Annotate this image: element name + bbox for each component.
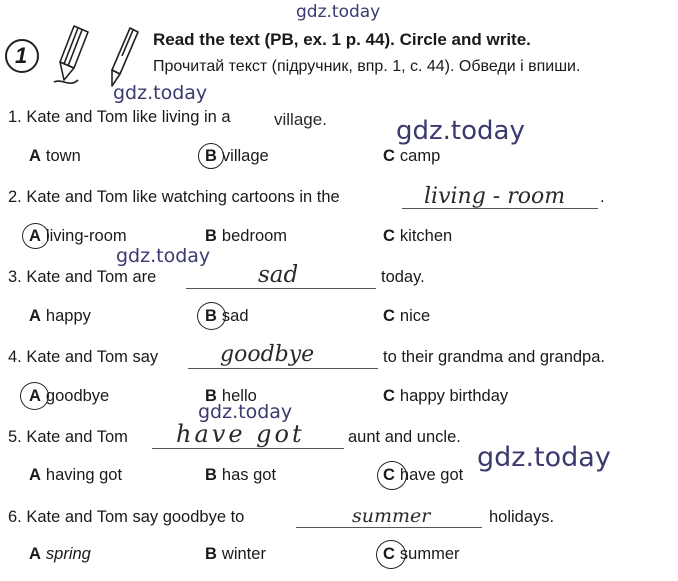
question-5-text: 5. Kate and Tom — [8, 428, 128, 446]
watermark: gdz.today — [198, 401, 293, 423]
answer-line — [296, 527, 482, 528]
watermark: gdz.today — [116, 245, 211, 267]
question-2-option-c: C kitchen — [383, 227, 453, 245]
instruction-title: Read the text (PB, ex. 1 p. 44). Circle and write. — [153, 30, 531, 49]
question-4-text: 4. Kate and Tom say — [8, 348, 159, 366]
question-6-option-c: C summer — [383, 545, 460, 563]
instruction-subtitle: Прочитай текст (підручник, впр. 1, с. 44). Обведи і впиши. — [153, 58, 581, 75]
pen-icon — [100, 24, 144, 90]
pencil-icon — [44, 22, 100, 86]
answer-line — [152, 448, 344, 449]
question-5-option-c: C have got — [383, 466, 464, 484]
question-3-answer: sad — [258, 262, 299, 288]
question-1-option-a: A town — [29, 147, 81, 165]
question-2-option-a: A living-room — [29, 227, 127, 245]
exercise-number: 1 — [15, 43, 28, 68]
answer-circle — [198, 143, 224, 169]
question-1-option-c: C camp — [383, 147, 441, 165]
watermark: gdz.today — [396, 116, 525, 146]
answer-line — [186, 288, 376, 289]
question-4-option-a: A goodbye — [29, 387, 110, 405]
question-2-text: 2. Kate and Tom like watching cartoons in the — [8, 188, 340, 206]
question-3-option-c: C nice — [383, 307, 431, 325]
answer-circle — [376, 540, 406, 569]
question-2-answer: living - room — [424, 184, 566, 209]
question-4-end: to their grandma and grandpa. — [383, 348, 605, 366]
question-1-answer: village. — [274, 110, 327, 129]
question-1-option-b: B village — [205, 147, 269, 165]
watermark: gdz.today — [296, 2, 381, 22]
answer-circle — [22, 223, 49, 249]
question-6-option-a: A spring — [29, 545, 91, 563]
question-4-option-b: B hello — [205, 387, 257, 405]
question-6-answer: summer — [352, 505, 431, 527]
question-2-end: . — [600, 188, 605, 206]
question-4-option-c: C happy birthday — [383, 387, 509, 405]
question-4-answer: goodbye — [220, 342, 315, 367]
answer-circle — [20, 382, 49, 410]
question-3-option-b: B sad — [205, 307, 249, 325]
question-6-text: 6. Kate and Tom say goodbye to — [8, 508, 245, 526]
answer-line — [188, 368, 378, 369]
question-3-text: 3. Kate and Tom are — [8, 268, 157, 286]
watermark: gdz.today — [113, 82, 208, 104]
watermark: gdz.today — [477, 442, 611, 473]
question-5-option-a: A having got — [29, 466, 123, 484]
question-5-end: aunt and uncle. — [348, 428, 461, 446]
question-5-answer: have got — [176, 420, 305, 448]
question-3-option-a: A happy — [29, 307, 91, 325]
answer-circle — [197, 302, 226, 330]
question-2-option-b: B bedroom — [205, 227, 288, 245]
question-6-end: holidays. — [489, 508, 555, 526]
question-5-option-b: B has got — [205, 466, 277, 484]
question-3-end: today. — [381, 268, 425, 286]
question-6-option-b: B winter — [205, 545, 266, 563]
answer-circle — [377, 461, 407, 490]
question-1-text: 1. Kate and Tom like living in a — [8, 108, 231, 126]
